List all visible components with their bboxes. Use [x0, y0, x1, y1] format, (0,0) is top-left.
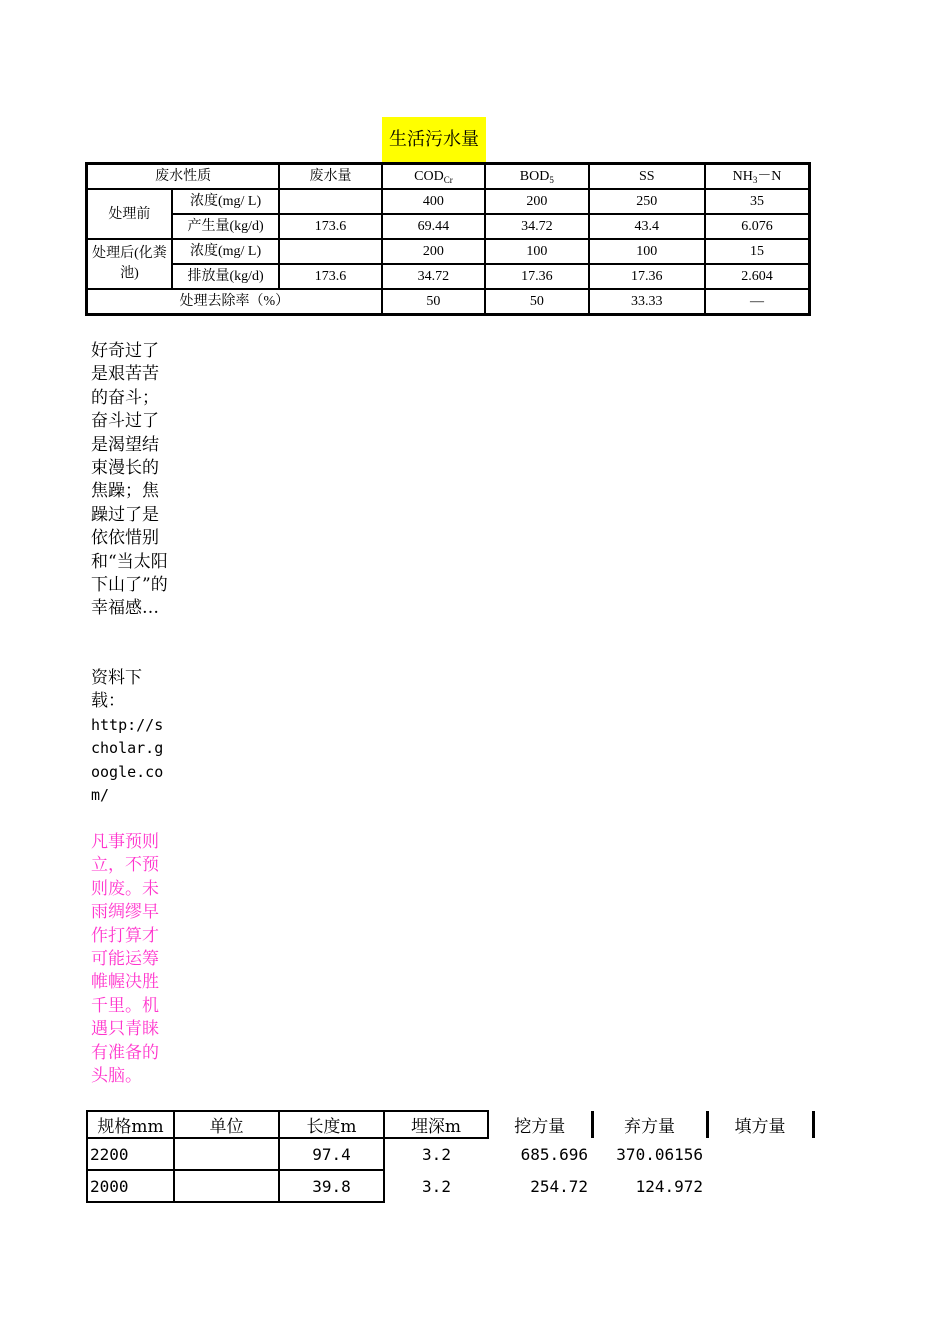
cell-length: 39.8 [279, 1170, 384, 1202]
cell-dig-volume: 254.72 [530, 1176, 588, 1196]
quote-text: 好奇过了是艰苦苦的奋斗；奋斗过了是渴望结束漫长的焦躁；焦躁过了是依依惜别和“当太阳下山了”的幸福感… [91, 341, 168, 619]
cell-bod: 100 [485, 239, 588, 264]
header-bod: $BOD_5$ [485, 164, 588, 190]
cell-fill-volume [707, 1170, 813, 1202]
sheet-title: 生活污水量 [382, 117, 486, 162]
header-fill-volume: 填方量 [707, 1111, 813, 1138]
header-waste-volume: 弃方量 [592, 1111, 707, 1138]
cell-ss: 43.4 [589, 214, 705, 239]
cell-water: 173.6 [279, 214, 381, 239]
table-row [87, 189, 810, 214]
header-spec: 规格mm [87, 1111, 174, 1138]
cell-cod: 200 [382, 239, 485, 264]
cell-nh3n: 2.604 [705, 264, 809, 289]
cell-nh3n: 6.076 [705, 214, 809, 239]
cell-ss: 33.33 [589, 289, 705, 315]
cell-waste-volume: 124.972 [635, 1176, 703, 1196]
cell-nh3n: — [705, 289, 809, 315]
cell-bod: 200 [485, 189, 588, 214]
before-treatment-label: 处理前 [87, 189, 172, 239]
download-link[interactable]: http://scholar.google.com/ [91, 716, 164, 805]
cell-waste-volume: 370.06156 [616, 1144, 703, 1164]
proverb-text: 凡事预则立，不预则废。未雨绸缪早作打算才可能运筹帷幄决胜千里。机遇只青睐有准备的头脑。 [91, 832, 159, 1087]
cell-depth: 3.2 [422, 1176, 451, 1196]
table-header-row [87, 1111, 813, 1138]
cell-unit [174, 1170, 279, 1202]
cell-nh3n: 15 [705, 239, 809, 264]
header-depth: 埋深m [384, 1111, 488, 1138]
removal-rate-row [87, 289, 810, 315]
table-row [87, 214, 810, 239]
cell-bod: 17.36 [485, 264, 588, 289]
header-length: 长度m [279, 1111, 384, 1138]
header-unit: 单位 [174, 1111, 279, 1138]
wastewater-table [85, 162, 811, 316]
cell-cod: 34.72 [382, 264, 485, 289]
cell-spec: 2000 [87, 1170, 174, 1202]
cell-bod: 34.72 [485, 214, 588, 239]
cell-length: 97.4 [279, 1138, 384, 1170]
removal-rate-label: 处理去除率（%） [87, 289, 382, 315]
header-wastewater-volume: 废水量 [279, 164, 381, 190]
header-dig-volume: 挖方量 [488, 1111, 592, 1138]
after-treatment-label: 处理后(化粪池) [87, 239, 172, 289]
row-label: 产生量(kg/d) [172, 214, 279, 239]
cell-depth: 3.2 [422, 1145, 451, 1164]
cell-water [279, 239, 381, 264]
header-nh3n: $NH_3-N$ [705, 164, 809, 190]
cell-ss: 100 [589, 239, 705, 264]
cell-cod: 400 [382, 189, 485, 214]
cell-dig-volume: 685.696 [520, 1144, 588, 1164]
table-row [87, 1138, 813, 1170]
table-row [87, 239, 810, 264]
header-cod: $COD_{Cr}$ [382, 164, 485, 190]
cell-spec: 2200 [87, 1138, 174, 1170]
cell-ss: 250 [589, 189, 705, 214]
row-label: 排放量(kg/d) [172, 264, 279, 289]
cell-fill-volume [707, 1138, 813, 1170]
cell-water [279, 189, 381, 214]
cell-cod: 50 [382, 289, 485, 315]
row-label: 浓度(mg/ L) [172, 189, 279, 214]
download-label: 资料下载： [91, 668, 142, 712]
header-ss: SS [589, 164, 705, 190]
cell-nh3n: 35 [705, 189, 809, 214]
row-label: 浓度(mg/ L) [172, 239, 279, 264]
header-wastewater-type: 废水性质 [87, 164, 280, 190]
table-row [87, 1170, 813, 1202]
cell-water: 173.6 [279, 264, 381, 289]
cell-unit [174, 1138, 279, 1170]
table-row [87, 264, 810, 289]
cell-ss: 17.36 [589, 264, 705, 289]
table-header-row [87, 164, 810, 190]
excavation-table [86, 1110, 815, 1203]
cell-cod: 69.44 [382, 214, 485, 239]
cell-bod: 50 [485, 289, 588, 315]
